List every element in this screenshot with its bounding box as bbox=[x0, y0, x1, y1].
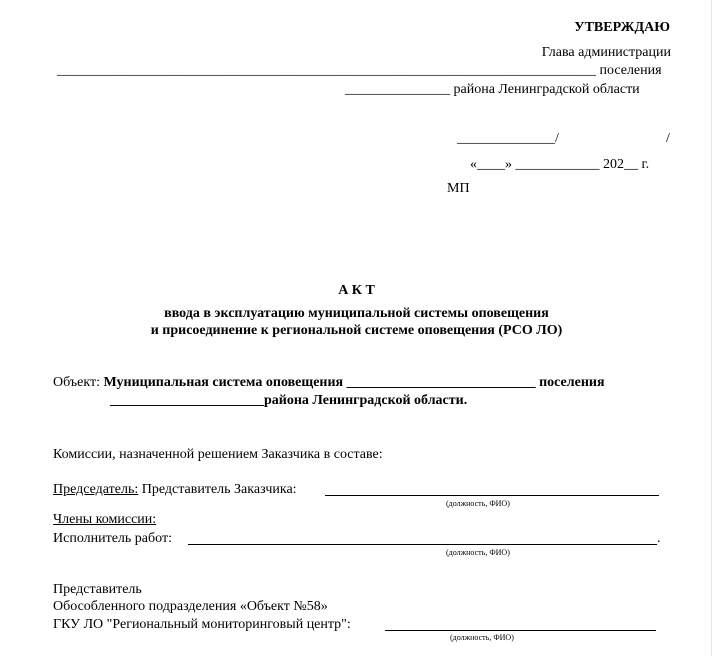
district-label: района Ленинградской области bbox=[453, 82, 640, 97]
contractor-hint: (должность, ФИО) bbox=[446, 548, 510, 557]
admin-blank[interactable]: _______________________________________________________________ bbox=[57, 63, 498, 78]
rep-line1: Представитель bbox=[53, 582, 142, 597]
object-name[interactable]: Муниципальная система оповещения ___________________________ поселения bbox=[103, 375, 605, 390]
contractor-signature-line[interactable] bbox=[188, 544, 657, 545]
chair-hint: (должность, ФИО) bbox=[446, 499, 510, 508]
settlement-label: поселения bbox=[599, 63, 662, 78]
chair-signature-line[interactable] bbox=[325, 495, 659, 496]
signature-slash: / bbox=[666, 131, 670, 146]
members-label: Члены комиссии: bbox=[53, 512, 157, 527]
commission-intro: Комиссии, назначенной решением Заказчика в составе: bbox=[53, 447, 383, 462]
doc-title: А К Т bbox=[338, 283, 375, 298]
doc-subtitle-2: и присоединение к региональной системе оповещения (РСО ЛО) bbox=[150, 323, 563, 338]
object-label: Объект: bbox=[53, 375, 100, 390]
object-line1 bbox=[53, 375, 605, 391]
rep-line3: ГКУ ЛО "Региональный мониторинговый центр": bbox=[53, 617, 351, 632]
chair-label: Председатель: bbox=[53, 482, 139, 497]
rep-hint: (должность, ФИО) bbox=[450, 633, 514, 642]
approval-line2 bbox=[57, 63, 662, 79]
rep-line2: Обособленного подразделения «Объект №58» bbox=[53, 599, 328, 614]
approval-heading: УТВЕРЖДАЮ bbox=[574, 20, 670, 35]
approval-position: Глава администрации bbox=[541, 45, 671, 60]
district-blank[interactable]: _______________ bbox=[345, 82, 450, 97]
approval-date[interactable]: «____» ____________ 202__ г. bbox=[470, 157, 650, 172]
doc-subtitle-1: ввода в эксплуатацию муниципальной системы оповещения bbox=[164, 306, 549, 321]
approval-line3 bbox=[345, 82, 640, 98]
seal-mark: МП bbox=[447, 181, 470, 196]
signature-field[interactable]: ______________/ bbox=[457, 131, 559, 146]
chair-line bbox=[53, 482, 297, 498]
contractor-label: Исполнитель работ: bbox=[53, 531, 172, 546]
rep-signature-line[interactable] bbox=[385, 630, 656, 631]
contractor-period: . bbox=[657, 531, 661, 546]
object-line2[interactable]: ______________________района Ленинградской области. bbox=[110, 393, 468, 408]
chair-text: Представитель Заказчика: bbox=[141, 482, 297, 497]
settlement-blank[interactable]: ______________ bbox=[498, 63, 596, 78]
